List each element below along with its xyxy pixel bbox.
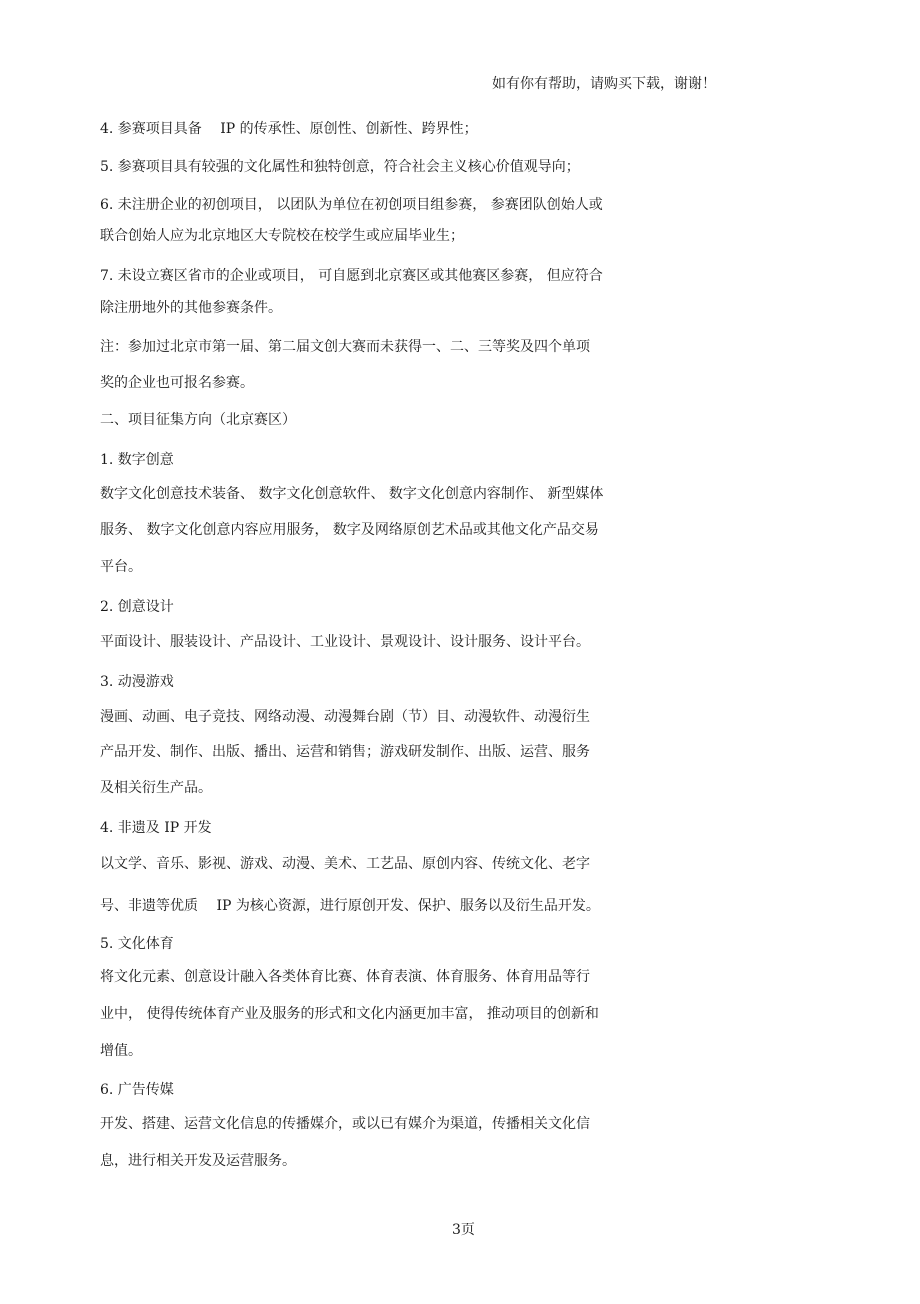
note-line-2: 奖的企业也可报名参赛。: [100, 375, 254, 391]
body-line-5: 7. 未设立赛区省市的企业或项目， 可自愿到北京赛区或其他赛区参赛， 但应符合: [100, 268, 603, 284]
subheading-3: 3. 动漫游戏: [100, 674, 174, 690]
subheading-1: 1. 数字创意: [100, 452, 174, 468]
body-line-12: 产品开发、制作、出版、播出、运营和销售；游戏研发制作、出版、运营、服务: [100, 744, 590, 760]
body-line-14: 以文学、音乐、影视、游戏、动漫、美术、工艺品、原创内容、传统文化、老字: [100, 856, 590, 872]
subheading-5: 5. 文化体育: [100, 936, 174, 952]
subheading-6: 6. 广告传媒: [100, 1082, 174, 1098]
body-line-11: 漫画、动画、电子竞技、网络动漫、动漫舞台剧（节）目、动漫软件、动漫衍生: [100, 709, 590, 725]
body-line-16: 将文化元素、创意设计融入各类体育比赛、体育表演、体育服务、体育用品等行: [100, 969, 590, 985]
section-heading: 二、项目征集方向（北京赛区）: [100, 412, 296, 428]
body-line-13: 及相关衍生产品。: [100, 780, 212, 796]
subheading-4: 4. 非遗及 IP 开发: [100, 820, 212, 836]
body-line-8: 服务、 数字文化创意内容应用服务， 数字及网络原创艺术品或其他文化产品交易: [100, 522, 599, 538]
body-line-15: 号、非遗等优质 IP 为核心资源，进行原创开发、保护、服务以及衍生品开发。: [100, 898, 600, 914]
body-line-19: 开发、搭建、运营文化信息的传播媒介，或以已有媒介为渠道，传播相关文化信: [100, 1116, 590, 1132]
body-line-2: 5. 参赛项目具有较强的文化属性和独特创意，符合社会主义核心价值观导向；: [100, 159, 580, 175]
body-line-17: 业中， 使得传统体育产业及服务的形式和文化内涵更加丰富， 推动项目的创新和: [100, 1006, 599, 1022]
body-line-20: 息，进行相关开发及运营服务。: [100, 1153, 296, 1169]
body-line-3: 6. 未注册企业的初创项目， 以团队为单位在初创项目组参赛， 参赛团队创始人或: [100, 197, 603, 213]
body-line-18: 增值。: [100, 1043, 142, 1059]
body-line-4: 联合创始人应为北京地区大专院校在校学生或应届毕业生；: [100, 228, 464, 244]
page-number: 3页: [452, 1222, 475, 1238]
subheading-2: 2. 创意设计: [100, 599, 174, 615]
header-note: 如有你有帮助，请购买下载，谢谢！: [492, 76, 716, 92]
note-line-1: 注：参加过北京市第一届、第二届文创大赛而未获得一、二、三等奖及四个单项: [100, 339, 590, 355]
body-line-1: 4. 参赛项目具备 IP 的传承性、原创性、创新性、跨界性；: [100, 121, 478, 137]
body-line-10: 平面设计、服装设计、产品设计、工业设计、景观设计、设计服务、设计平台。: [100, 634, 590, 650]
body-line-6: 除注册地外的其他参赛条件。: [100, 300, 282, 316]
body-line-7: 数字文化创意技术装备、 数字文化创意软件、 数字文化创意内容制作、 新型媒体: [100, 486, 604, 502]
body-line-9: 平台。: [100, 559, 142, 575]
